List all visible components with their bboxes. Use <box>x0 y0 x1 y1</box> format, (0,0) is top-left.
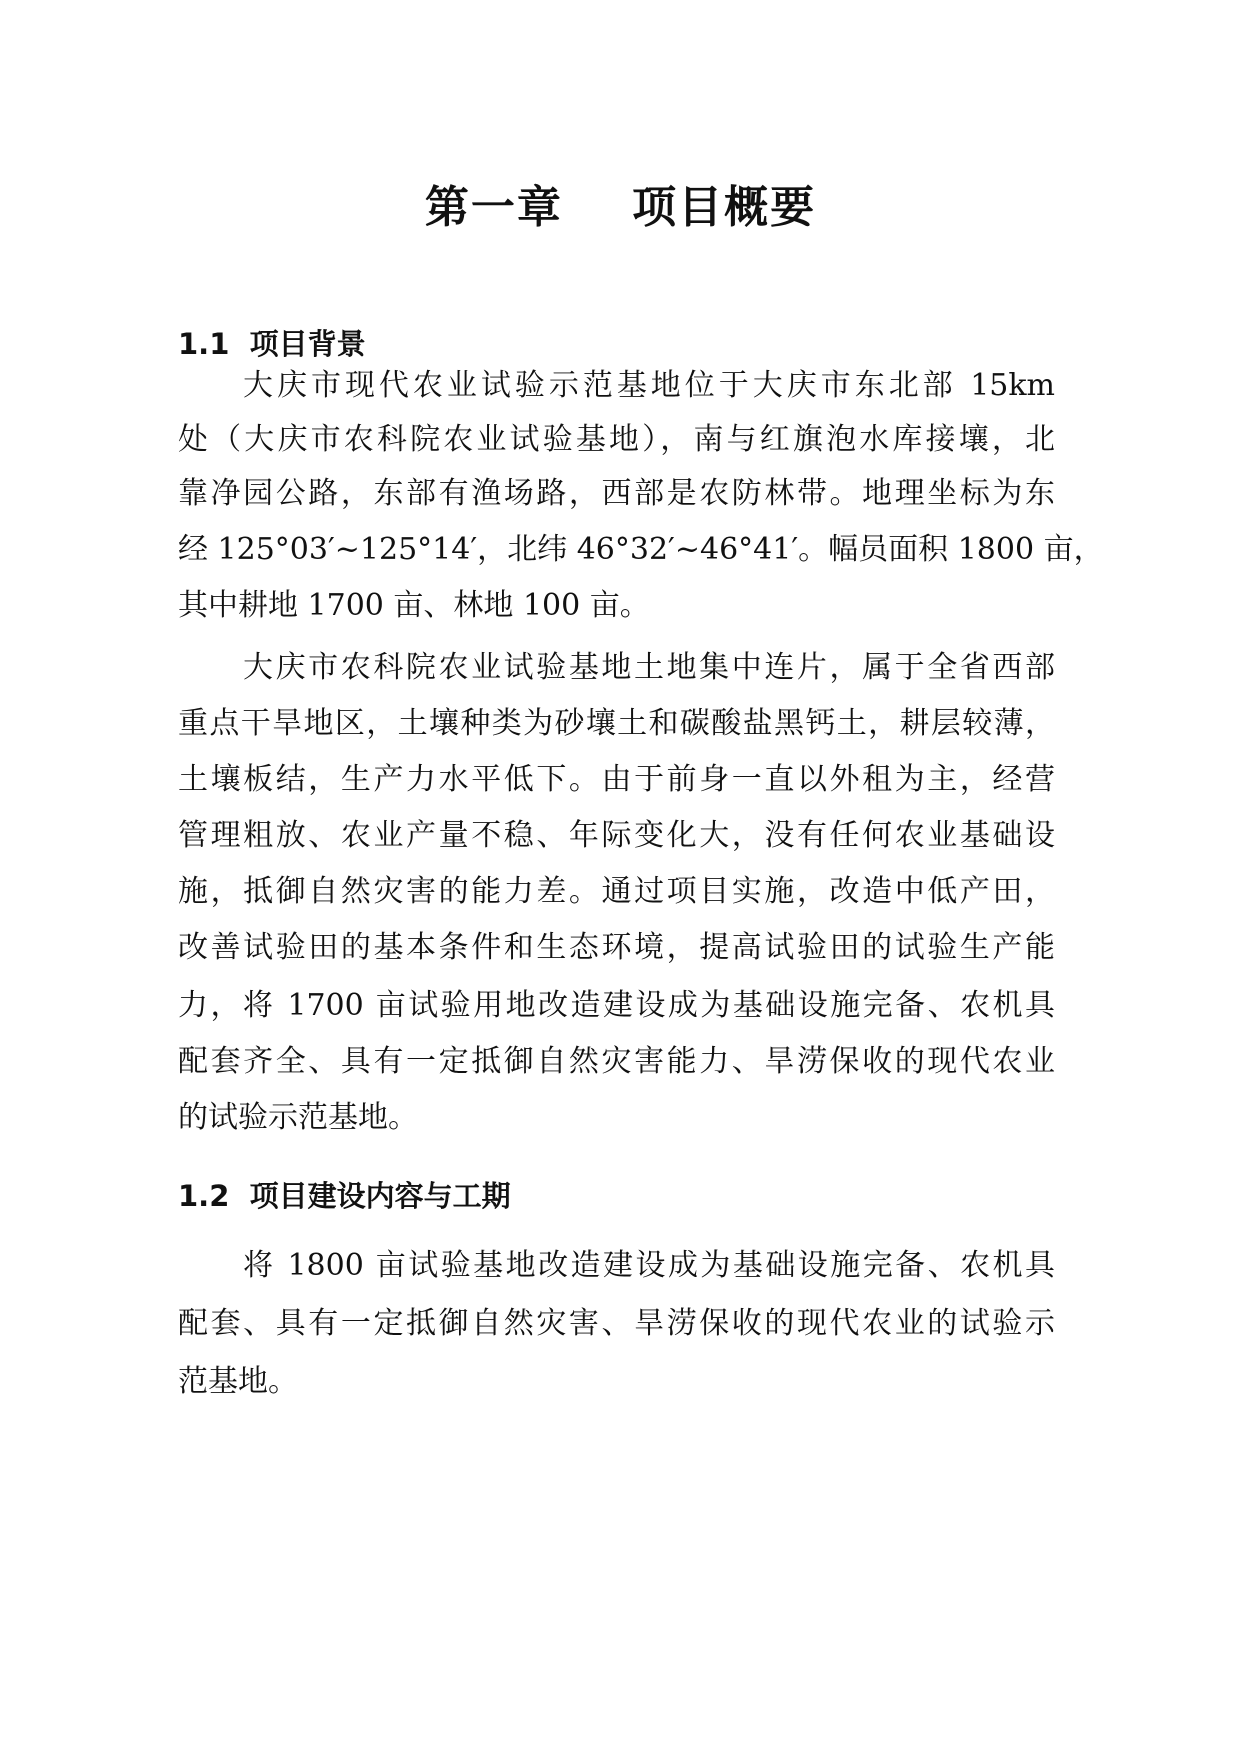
paragraph-line: 的试验示范基地。 <box>178 1100 418 1135</box>
paragraph-line: 配套、具有一定抵御自然灾害、旱涝保收的现代农业的试验示 <box>178 1306 1055 1341</box>
paragraph-line: 施，抵御自然灾害的能力差。通过项目实施，改造中低产田， <box>178 874 1055 909</box>
paragraph-line: 处（大庆市农科院农业试验基地），南与红旗泡水库接壤，北 <box>178 422 1055 457</box>
paragraph-line: 其中耕地 1700 亩、林地 100 亩。 <box>178 588 650 623</box>
paragraph-line: 配套齐全、具有一定抵御自然灾害能力、旱涝保收的现代农业 <box>178 1044 1055 1079</box>
section-heading-1-2: 1.2 项目建设内容与工期 <box>178 1179 511 1213</box>
paragraph-line: 大庆市农科院农业试验基地土地集中连片，属于全省西部 <box>243 650 1055 685</box>
paragraph-line: 靠净园公路，东部有渔场路，西部是农防林带。地理坐标为东 <box>178 476 1055 511</box>
paragraph-line: 大庆市现代农业试验示范基地位于大庆市东北部 15km <box>243 368 1055 403</box>
paragraph-line: 范基地。 <box>178 1364 298 1399</box>
paragraph-line: 重点干旱地区，土壤种类为砂壤土和碳酸盐黑钙土，耕层较薄， <box>178 706 1055 741</box>
chapter-title: 第一章 项目概要 <box>424 182 817 233</box>
paragraph-line: 经 125°03′~125°14′，北纬 46°32′~46°41′。幅员面积 1800 亩， <box>178 532 1104 567</box>
section-heading-1-1: 1.1 项目背景 <box>178 327 366 361</box>
paragraph-line: 改善试验田的基本条件和生态环境，提高试验田的试验生产能 <box>178 930 1055 965</box>
paragraph-line: 力，将 1700 亩试验用地改造建设成为基础设施完备、农机具 <box>178 988 1055 1023</box>
paragraph-line: 土壤板结，生产力水平低下。由于前身一直以外租为主，经营 <box>178 762 1055 797</box>
paragraph-line: 管理粗放、农业产量不稳、年际变化大，没有任何农业基础设 <box>178 818 1055 853</box>
paragraph-line: 将 1800 亩试验基地改造建设成为基础设施完备、农机具 <box>243 1248 1055 1283</box>
